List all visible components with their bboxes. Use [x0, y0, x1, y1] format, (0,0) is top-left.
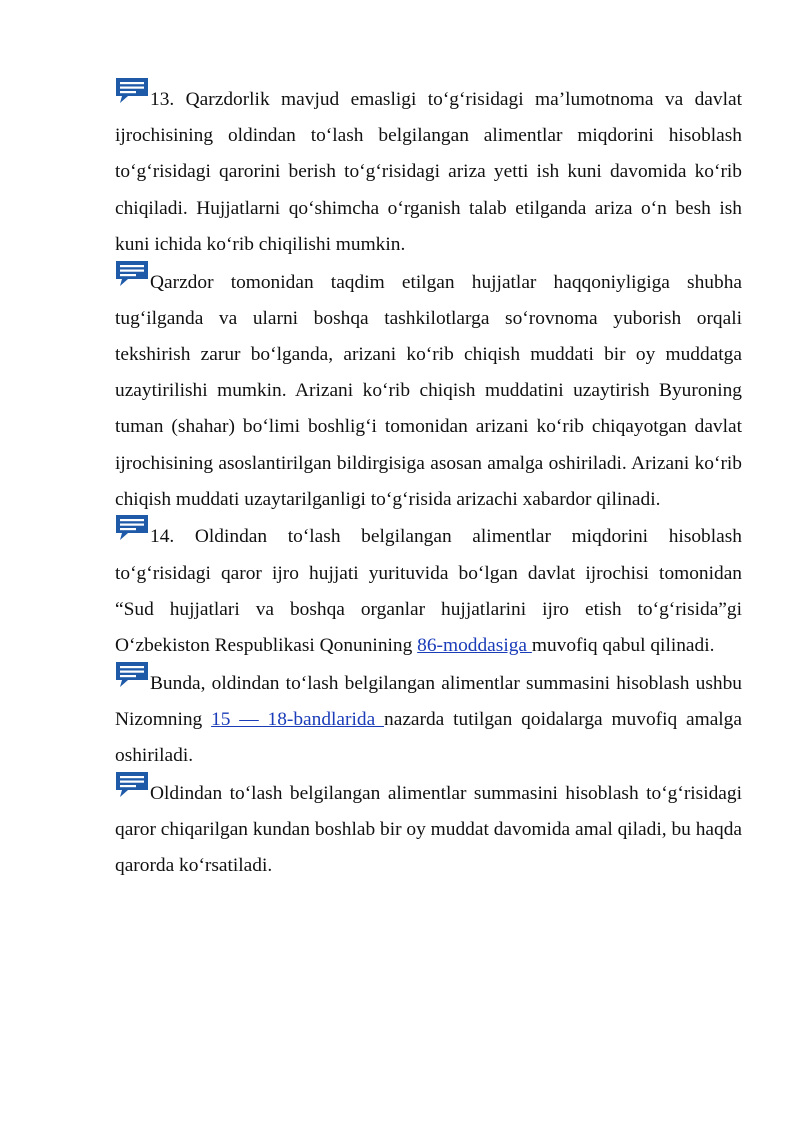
comment-icon[interactable] — [114, 259, 150, 289]
comment-icon[interactable] — [114, 513, 150, 543]
clauses-15-18-link[interactable]: 15 — 18-bandlarida — [211, 708, 385, 730]
paragraph-13-extension — [115, 265, 742, 518]
paragraph-text: 13. Qarzdorlik mavjud emasligi to‘g‘risidagi ma’lumotnoma va davlat ijrochisining oldindan to‘lash belgilangan alimentlar miqdorini hisoblash to‘g‘risidagi qarorini berish to‘g‘risidagi ariza yetti ish kuni davomida ko‘rib chiqiladi. Hujjatlarni qo‘shimcha o‘rganish talab etilganda ariza o‘n besh ish kuni ichida ko‘rib chiqilishi mumkin. — [115, 89, 742, 255]
paragraph-text: Oldindan to‘lash belgilangan alimentlar summasini hisoblash to‘g‘risidagi qaror chiqarilgan kundan boshlab bir oy muddat davomida amal qiladi, bu haqda qarorda ko‘rsatiladi. — [115, 782, 742, 877]
paragraph-text: muvofiq qabul qilinadi. — [531, 635, 715, 657]
paragraph-14-validity — [115, 776, 742, 885]
paragraph-text: 14. Oldindan to‘lash belgilangan alimentlar miqdorini hisoblash to‘g‘risidagi qaror ijro hujjati yurituvida bo‘lgan davlat ijrochisi tomonidan “Sud hujjatlari va boshqa organlar hujjatlarini ijro etish to‘g‘risida”gi O‘zbekiston Respublikasi Qonunining — [115, 526, 742, 657]
document-page — [115, 82, 742, 886]
paragraph-14-calculation — [115, 666, 742, 775]
comment-icon[interactable] — [114, 770, 150, 800]
paragraph-text: Bunda, oldindan to‘lash belgilangan alimentlar summasini hisoblash ushbu Nizomning — [115, 672, 742, 730]
paragraph-text: nazarda tutilgan qoidalarga muvofiq amalga oshiriladi. — [115, 708, 742, 767]
paragraph-text: Qarzdor tomonidan taqdim etilgan hujjatlar haqqoniyligiga shubha tug‘ilganda va ularni boshqa tashkilotlarga so‘rovnoma yuborish orqali tekshirish zarur bo‘lganda, arizani ko‘rib chiqish muddati bir oy muddatga uzaytirilishi mumkin. Arizani ko‘rib chiqish muddatini uzaytirish Byuroning tuman (shahar) bo‘limi boshlig‘i tomonidan arizani ko‘rib chiqayotgan davlat ijrochisining asoslantirilgan bildirgisiga asosan amalga oshiriladi. Arizani ko‘rib chiqish muddati uzaytarilganligi to‘g‘risida arizachi xabardor qilinadi. — [115, 271, 742, 510]
comment-icon[interactable] — [114, 76, 150, 106]
paragraph-13 — [115, 82, 742, 263]
comment-icon[interactable] — [114, 660, 150, 690]
article-86-link[interactable]: 86-moddasiga — [417, 635, 532, 657]
paragraph-14 — [115, 519, 742, 664]
